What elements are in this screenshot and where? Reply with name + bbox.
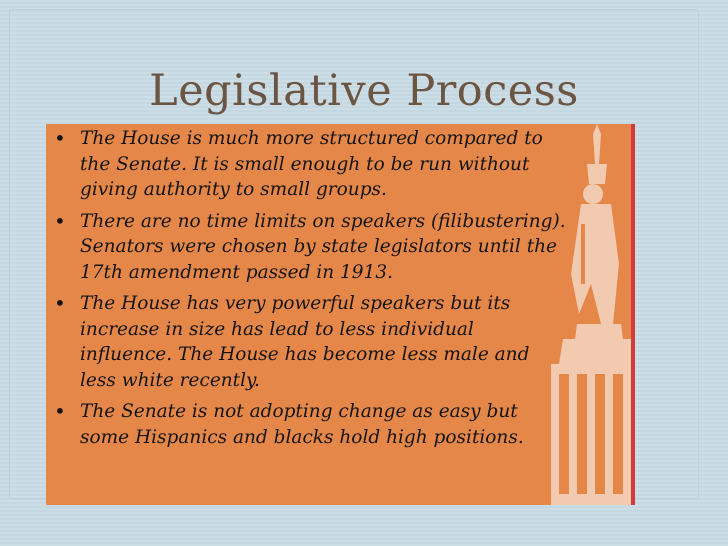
bullet-item (46, 291, 566, 393)
bullet-text: There are no time limits on speakers (filibustering). Senators were chosen by state legislators until the 17th amendment passed in 1913. (80, 210, 566, 283)
bullet-text: The House is much more structured compared to the Senate. It is small enough to be run without giving authority to small groups. (80, 128, 543, 200)
slide-title: Legislative Process (149, 66, 579, 116)
bullet-text: The Senate is not adopting change as easy but some Hispanics and blacks hold high positions. (80, 401, 524, 448)
bullet-dot: • (54, 126, 66, 150)
bullet-item (46, 209, 566, 286)
bullet-dot: • (54, 399, 66, 423)
bullet-list (46, 126, 566, 456)
panel-edge-stripe (631, 124, 635, 505)
bullet-dot: • (54, 208, 66, 233)
bullet-item (46, 399, 566, 450)
content-panel (46, 124, 631, 505)
bullet-dot: • (54, 291, 66, 315)
bullet-text: The House has very powerful speakers but its increase in size has lead to less individual influence. The House has become less male and less white recently. (80, 293, 530, 391)
bullet-item (46, 126, 566, 203)
